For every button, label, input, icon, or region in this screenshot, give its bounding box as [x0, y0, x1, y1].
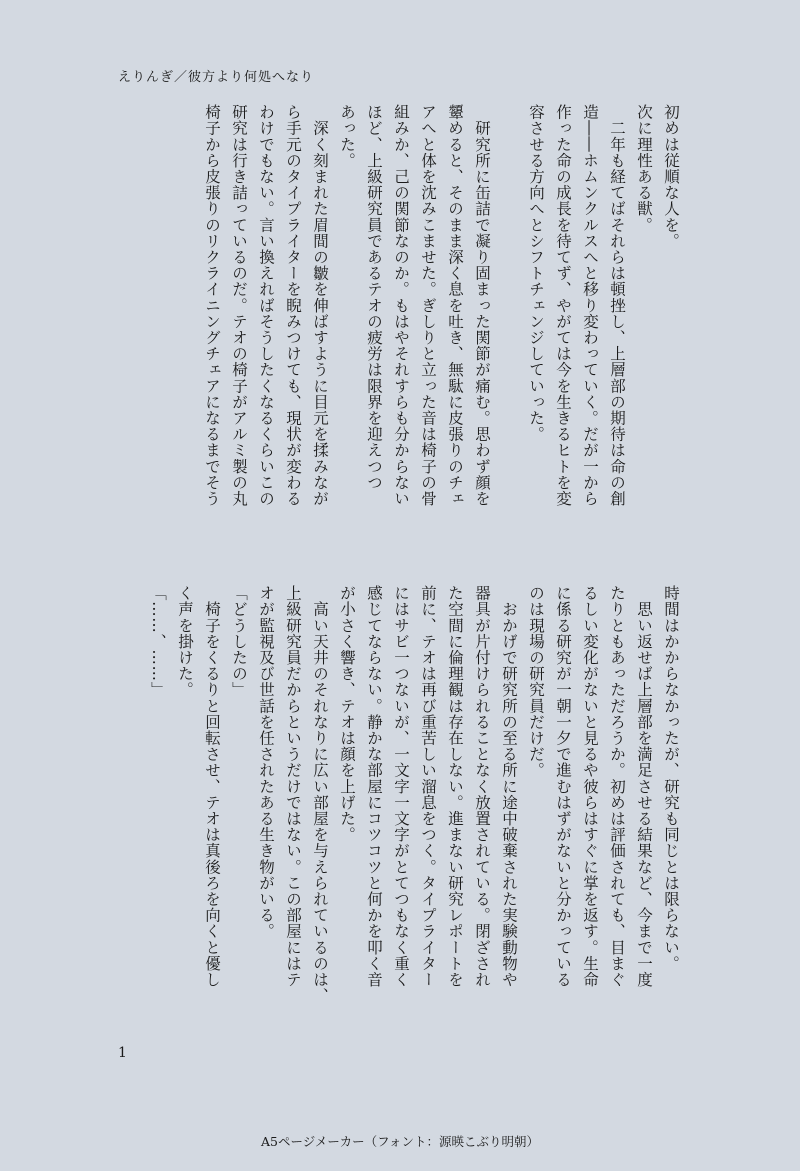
header-title: えりんぎ／彼方より何処へなり: [118, 70, 315, 85]
text-line: アへと体を沈みこませた。ぎしりと立った音は椅子の骨: [419, 104, 437, 507]
text-line: 前に、テオは再び重苦しい溜息をつく。タイプライター: [419, 585, 437, 988]
text-line: ほど、上級研究員であるテオの疲労は限界を迎えつつ: [365, 104, 383, 491]
text-line: 深く刻まれた眉間の皺を伸ばすように目元を揉みなが: [311, 104, 329, 507]
text-line: [495, 104, 522, 549]
text-line: るしい変化がないと見るや彼らはすぐに掌を返す。生命: [581, 585, 599, 988]
text-line: 研究所に缶詰で凝り固まった関節が痛む。思わず顔を: [473, 104, 491, 507]
text-line: あった。: [338, 104, 356, 169]
text-line: オが監視及び世話を任されたある生き物がいる。: [257, 585, 275, 940]
page-number: 1: [118, 1045, 127, 1061]
text-line: たりともあっただろうか。初めは評価されても、目まぐ: [608, 585, 626, 988]
footer-credit: A5ページメーカー（フォント：源暎こぶり明朝）: [261, 1134, 539, 1149]
text-line: 二年も経てばそれらは頓挫し、上層部の期待は命の創: [608, 104, 626, 507]
text-line: た空間に倫理観は存在しない。進まない研究レポートを: [446, 585, 464, 988]
text-line: く声を掛けた。: [176, 585, 194, 698]
text-line: 時間はかからなかったが、研究も同じとは限らない。: [662, 585, 680, 972]
text-line: 造――ホムンクルスへと移り変わっていく。だが一から: [581, 104, 599, 507]
text-line: おかげで研究所の至る所に途中破棄された実験動物や: [500, 585, 518, 988]
text-line: 顰めると、そのまま深く息を吐き、無駄に皮張りのチェ: [446, 104, 464, 507]
text-line: 初めは従順な人を。: [662, 104, 680, 249]
text-line: 器具が片付けられることなく放置されている。閉ざされ: [473, 585, 491, 988]
text-line: 「どうしたの」: [230, 585, 248, 698]
text-line: 組みか、己の関節なのか。もはやそれすらも分からない: [392, 104, 410, 507]
text-line: 思い返せば上層部を満足させる結果など、今まで一度: [635, 585, 653, 988]
text-line: 研究は行き詰っているのだ。テオの椅子がアルミ製の丸: [230, 104, 248, 507]
upper-text-block: [198, 104, 684, 549]
text-line: わけでもない。言い換えればそうしたくなるくらいこの: [257, 104, 275, 507]
text-line: 容させる方向へとシフトチェンジしていった。: [527, 104, 545, 443]
text-line: に係る研究が一朝一夕で進むはずがないと分かっている: [554, 585, 572, 988]
text-line: 感じてならない。静かな部屋にコツコツと何かを叩く音: [365, 585, 383, 988]
text-line: が小さく響き、テオは顔を上げた。: [338, 585, 356, 843]
text-line: 上級研究員だからというだけではない。この部屋にはテ: [284, 585, 302, 988]
lower-text-block: [144, 585, 684, 1030]
text-line: 高い天井のそれなりに広い部屋を与えられているのは、: [311, 585, 329, 1004]
text-line: 作った命の成長を待てず、やがては今を生きるヒトを変: [554, 104, 572, 507]
text-line: にはサビ一つないが、一文字一文字がとてつもなく重く: [392, 585, 410, 988]
text-line: 椅子から皮張りのリクライニングチェアになるまでそう: [203, 104, 221, 507]
text-line: ら手元のタイプライターを睨みつけても、現状が変わる: [284, 104, 302, 507]
text-line: 次に理性ある獣。: [635, 104, 653, 233]
text-line: 「……、……」: [149, 585, 167, 698]
text-line: のは現場の研究員だけだ。: [527, 585, 545, 779]
text-line: 椅子をくるりと回転させ、テオは真後ろを向くと優し: [203, 585, 221, 988]
